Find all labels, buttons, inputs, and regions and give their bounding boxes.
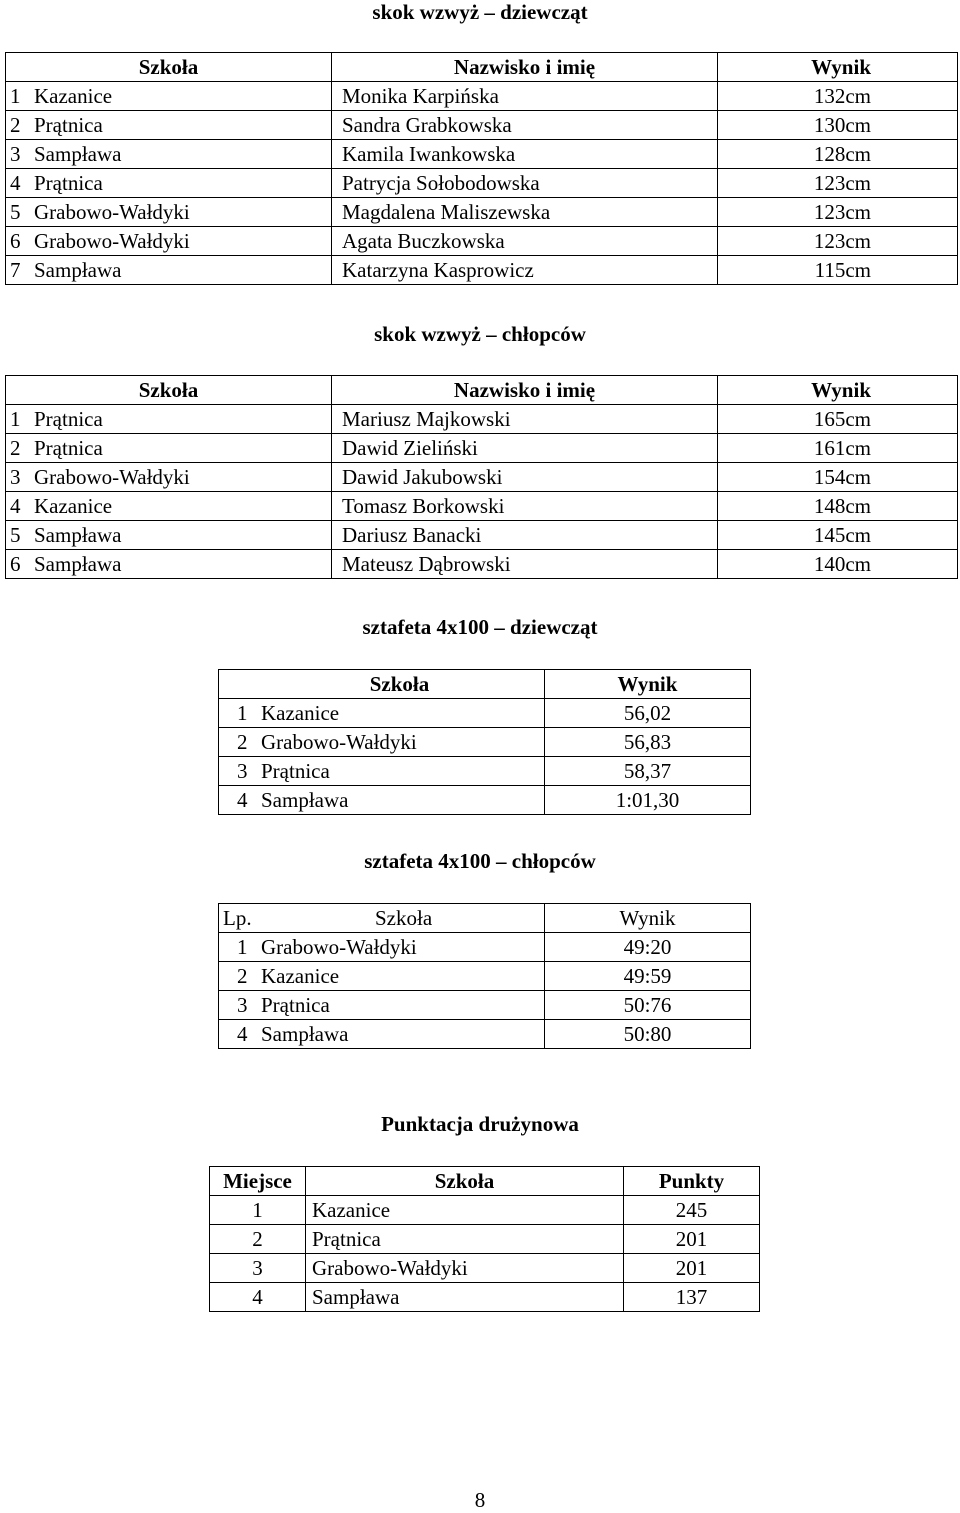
table-header-row [210,1167,760,1196]
result-cell: 130cm [718,111,958,140]
name-cell: Monika Karpińska [332,82,718,111]
row-number: 6 [10,229,21,253]
header-result: Wynik [545,670,751,699]
school-name: Kazanice [34,494,113,518]
header-school: Szkoła [219,670,545,699]
name-cell: Mariusz Majkowski [332,405,718,434]
school-name: Grabowo-Wałdyki [261,730,417,754]
row-number: 1 [10,407,21,431]
result-cell: 50:76 [545,991,751,1020]
header-school: Szkoła [6,53,332,82]
school-cell [219,757,545,786]
school-cell [6,82,332,111]
row-number: 5 [10,523,21,547]
section-title-high-jump-boys: skok wzwyż – chłopców [374,322,586,346]
table-row [6,521,958,550]
school-cell [6,463,332,492]
result-cell: 1:01,30 [545,786,751,815]
row-number: 1 [237,935,248,959]
result-cell: 140cm [718,550,958,579]
school-cell [219,1020,545,1049]
table-row [219,786,751,815]
table-header-row [219,904,751,933]
table-relay-girls [218,669,751,815]
table-row [210,1283,760,1312]
result-cell: 49:20 [545,933,751,962]
school-name: Prątnica [261,759,330,783]
school-name: Prątnica [261,993,330,1017]
place-cell: 4 [210,1283,306,1312]
table-header-row [6,53,958,82]
table-row [219,728,751,757]
table-team-score [209,1166,760,1312]
page-number: 8 [474,1488,486,1512]
school-name: Sampława [34,142,122,166]
table-high-jump-girls [5,52,958,285]
school-name: Prątnica [34,407,103,431]
section-title-high-jump-girls: skok wzwyż – dziewcząt [372,0,588,24]
table-header-row [219,670,751,699]
school-cell [6,405,332,434]
school-name: Prątnica [34,171,103,195]
header-result: Wynik [718,53,958,82]
school-cell: Prątnica [306,1225,624,1254]
table-row [6,82,958,111]
school-name: Sampława [261,788,349,812]
row-number: 2 [237,730,248,754]
table-row [6,169,958,198]
header-result: Wynik [718,376,958,405]
result-cell: 123cm [718,227,958,256]
table-row [210,1254,760,1283]
result-cell: 56,83 [545,728,751,757]
row-number: 2 [237,964,248,988]
table-row [6,140,958,169]
points-cell: 137 [624,1283,760,1312]
table-row [210,1196,760,1225]
row-number: 6 [10,552,21,576]
result-cell: 123cm [718,169,958,198]
result-cell: 132cm [718,82,958,111]
school-cell [219,933,545,962]
table-row [219,757,751,786]
school-cell [219,728,545,757]
result-cell: 165cm [718,405,958,434]
table-row [219,1020,751,1049]
school-name: Kazanice [261,964,340,988]
result-cell: 161cm [718,434,958,463]
row-number: 3 [237,993,248,1017]
table-row [219,699,751,728]
row-number: 7 [10,258,21,282]
section-title-relay-girls: sztafeta 4x100 – dziewcząt [362,615,598,639]
header-name: Nazwisko i imię [332,376,718,405]
school-cell [6,227,332,256]
table-row [210,1225,760,1254]
place-cell: 1 [210,1196,306,1225]
school-name: Grabowo-Wałdyki [34,465,190,489]
result-cell: 154cm [718,463,958,492]
name-cell: Mateusz Dąbrowski [332,550,718,579]
school-name: Kazanice [34,84,113,108]
row-number: 4 [10,494,21,518]
name-cell: Patrycja Sołobodowska [332,169,718,198]
header-school: Szkoła [306,1167,624,1196]
table-row [6,434,958,463]
row-number: 5 [10,200,21,224]
row-number: 3 [10,465,21,489]
school-name: Kazanice [261,701,340,725]
result-cell: 123cm [718,198,958,227]
table-row [219,962,751,991]
school-name: Prątnica [34,436,103,460]
header-lp-school [219,904,545,933]
school-cell [6,169,332,198]
place-cell: 3 [210,1254,306,1283]
table-high-jump-boys [5,375,958,579]
header-place: Miejsce [210,1167,306,1196]
header-points: Punkty [624,1167,760,1196]
table-row [6,256,958,285]
table-relay-boys [218,903,751,1049]
points-cell: 201 [624,1225,760,1254]
header-name: Nazwisko i imię [332,53,718,82]
school-cell [6,492,332,521]
school-name: Grabowo-Wałdyki [34,229,190,253]
name-cell: Katarzyna Kasprowicz [332,256,718,285]
table-row [6,111,958,140]
school-cell [6,198,332,227]
result-cell: 56,02 [545,699,751,728]
name-cell: Kamila Iwankowska [332,140,718,169]
header-lp: Lp. [223,906,252,930]
row-number: 3 [10,142,21,166]
result-cell: 58,37 [545,757,751,786]
school-cell [219,962,545,991]
school-cell [6,256,332,285]
table-header-row [6,376,958,405]
points-cell: 201 [624,1254,760,1283]
name-cell: Dawid Jakubowski [332,463,718,492]
table-row [219,933,751,962]
school-cell: Sampława [306,1283,624,1312]
result-cell: 148cm [718,492,958,521]
school-cell [6,550,332,579]
name-cell: Sandra Grabkowska [332,111,718,140]
school-cell: Kazanice [306,1196,624,1225]
school-cell [219,786,545,815]
result-cell: 49:59 [545,962,751,991]
name-cell: Magdalena Maliszewska [332,198,718,227]
section-title-relay-boys: sztafeta 4x100 – chłopców [364,849,596,873]
table-row [6,405,958,434]
row-number: 3 [237,759,248,783]
points-cell: 245 [624,1196,760,1225]
row-number: 2 [10,113,21,137]
table-row [6,463,958,492]
school-cell [219,699,545,728]
row-number: 2 [10,436,21,460]
table-row [219,991,751,1020]
result-cell: 50:80 [545,1020,751,1049]
school-name: Sampława [34,258,122,282]
school-name: Prątnica [34,113,103,137]
row-number: 1 [237,701,248,725]
table-row [6,550,958,579]
school-cell: Grabowo-Wałdyki [306,1254,624,1283]
school-name: Sampława [34,523,122,547]
school-cell [6,140,332,169]
school-cell [6,111,332,140]
row-number: 4 [237,1022,248,1046]
name-cell: Tomasz Borkowski [332,492,718,521]
name-cell: Agata Buczkowska [332,227,718,256]
name-cell: Dariusz Banacki [332,521,718,550]
school-cell [6,521,332,550]
table-row [6,198,958,227]
school-name: Grabowo-Wałdyki [261,935,417,959]
header-school: Szkoła [6,376,332,405]
result-cell: 145cm [718,521,958,550]
row-number: 4 [10,171,21,195]
school-cell [219,991,545,1020]
table-row [6,492,958,521]
section-title-team-score: Punktacja drużynowa [381,1112,579,1136]
school-name: Sampława [261,1022,349,1046]
name-cell: Dawid Zieliński [332,434,718,463]
row-number: 4 [237,788,248,812]
header-result: Wynik [545,904,751,933]
school-name: Grabowo-Wałdyki [34,200,190,224]
row-number: 1 [10,84,21,108]
place-cell: 2 [210,1225,306,1254]
table-row [6,227,958,256]
school-cell [6,434,332,463]
result-cell: 115cm [718,256,958,285]
school-name: Sampława [34,552,122,576]
result-cell: 128cm [718,140,958,169]
header-school: Szkoła [375,906,433,930]
